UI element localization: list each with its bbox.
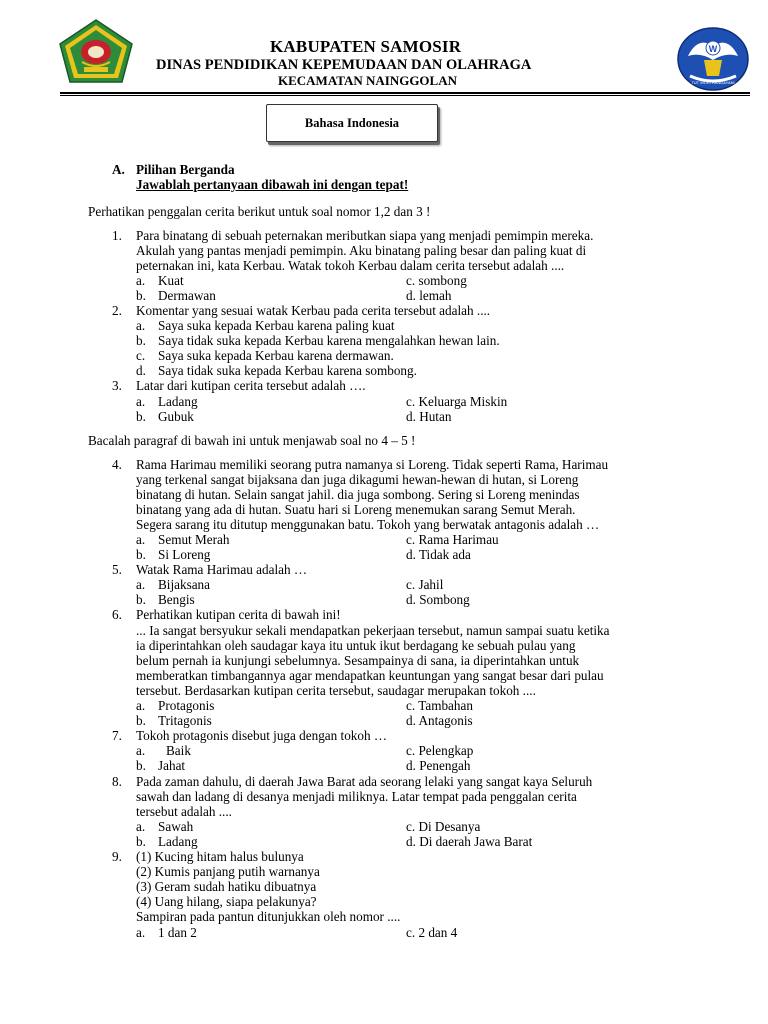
- q6-line: Perhatikan kutipan cerita di bawah ini!: [136, 607, 341, 622]
- intro-2: Bacalah paragraf di bawah ini untuk menjawab soal no 4 – 5 !: [88, 433, 416, 448]
- q1-number: 1.: [112, 228, 122, 243]
- subject-box: [266, 104, 438, 142]
- q1-line: Akulah yang pantas menjadi pemimpin. Aku binatang paling besar dan paling kuat di: [136, 243, 587, 258]
- q3-option-b: Gubuk: [158, 409, 194, 424]
- q1-option-d: d. lemah: [406, 288, 452, 303]
- tut-wuri-handayani-logo: [676, 26, 750, 92]
- q8-option-a: Sawah: [158, 819, 194, 834]
- q2-option-b: Saya tidak suka kepada Kerbau karena mengalahkan hewan lain.: [158, 333, 500, 348]
- q6-line: memberatkan timbangannya agar mendapatkan keuntungan yang sangat besar dari pulau: [136, 668, 604, 683]
- logo-caption: TUT WURI HANDAYANI: [691, 80, 735, 85]
- q6-number: 6.: [112, 607, 122, 622]
- q4-option-b: Si Loreng: [158, 547, 211, 562]
- q9-number: 9.: [112, 849, 122, 864]
- q7-option-b-letter: b.: [136, 758, 146, 773]
- q9-option-c: c. 2 dan 4: [406, 925, 458, 940]
- q1-option-c: c. sombong: [406, 273, 467, 288]
- header-line3: KECAMATAN NAINGGOLAN: [278, 73, 457, 88]
- q3-line: Latar dari kutipan cerita tersebut adalah ….: [136, 378, 366, 393]
- q4-option-a: Semut Merah: [158, 532, 230, 547]
- q9-line: (2) Kumis panjang putih warnanya: [136, 864, 320, 879]
- q6-option-b-letter: b.: [136, 713, 146, 728]
- q2-option-a-letter: a.: [136, 318, 146, 333]
- q5-line: Watak Rama Harimau adalah …: [136, 562, 308, 577]
- q5-option-b-letter: b.: [136, 592, 146, 607]
- q5-option-a-letter: a.: [136, 577, 146, 592]
- q4-line: binatang di hutan. Selain sangat jahil. dia juga sombong. Sering si Loreng menindas: [136, 487, 580, 502]
- q8-line: Pada zaman dahulu, di daerah Jawa Barat ada seorang lelaki yang sangat kaya Seluruh: [136, 774, 593, 789]
- q6-option-b: Tritagonis: [158, 713, 212, 728]
- q3-option-d: d. Hutan: [406, 409, 452, 424]
- q3-option-c: c. Keluarga Miskin: [406, 394, 508, 409]
- q3-option-b-letter: b.: [136, 409, 146, 424]
- q5-number: 5.: [112, 562, 122, 577]
- q2-option-c-letter: c.: [136, 348, 146, 363]
- q8-line: tersebut adalah ....: [136, 804, 232, 819]
- q1-option-a: Kuat: [158, 273, 184, 288]
- logo-mark: W: [708, 44, 718, 54]
- q2-line: Komentar yang sesuai watak Kerbau pada cerita tersebut adalah ....: [136, 303, 491, 318]
- q2-option-d-letter: d.: [136, 363, 146, 378]
- q8-option-d: d. Di daerah Jawa Barat: [406, 834, 533, 849]
- q9-option-a: 1 dan 2: [158, 925, 197, 940]
- q8-line: sawah dan ladang di desanya menjadi miliknya. Latar tempat pada penggalan cerita: [136, 789, 577, 804]
- q7-number: 7.: [112, 728, 122, 743]
- q4-option-c: c. Rama Harimau: [406, 532, 499, 547]
- q2-number: 2.: [112, 303, 122, 318]
- header-line2: DINAS PENDIDIKAN KEPEMUDAAN DAN OLAHRAGA: [156, 57, 532, 73]
- q3-option-a-letter: a.: [136, 394, 146, 409]
- header-line1: KABUPATEN SAMOSIR: [270, 37, 462, 56]
- q1-line: peternakan ini, kata Kerbau. Watak tokoh Kerbau dalam cerita tersebut adalah ....: [136, 258, 565, 273]
- q7-option-a: Baik: [166, 743, 191, 758]
- q9-line: (4) Uang hilang, siapa pelakunya?: [136, 894, 317, 909]
- q6-option-c: c. Tambahan: [406, 698, 473, 713]
- q4-option-d: d. Tidak ada: [406, 547, 471, 562]
- q9-line: (1) Kucing hitam halus bulunya: [136, 849, 304, 864]
- section-instruction: Jawablah pertanyaan dibawah ini dengan tepat!: [136, 177, 409, 192]
- q7-line: Tokoh protagonis disebut juga dengan tokoh …: [136, 728, 388, 743]
- q2-option-d: Saya tidak suka kepada Kerbau karena sombong.: [158, 363, 417, 378]
- q6-option-a: Protagonis: [158, 698, 215, 713]
- q3-option-a: Ladang: [158, 394, 198, 409]
- q4-option-b-letter: b.: [136, 547, 146, 562]
- subject-label: Bahasa Indonesia: [304, 116, 400, 130]
- q9-line: Sampiran pada pantun ditunjukkan oleh nomor ....: [136, 909, 401, 924]
- q9-option-a-letter: a.: [136, 925, 146, 940]
- q7-option-d: d. Penengah: [406, 758, 471, 773]
- q5-option-c: c. Jahil: [406, 577, 444, 592]
- q9-line: (3) Geram sudah hatiku dibuatnya: [136, 879, 317, 894]
- q8-option-a-letter: a.: [136, 819, 146, 834]
- q6-line: ia diperintahkan oleh saudagar kaya itu untuk ikut berdagang ke sebuah pulau yang: [136, 638, 576, 653]
- q6-option-a-letter: a.: [136, 698, 146, 713]
- q8-option-b: Ladang: [158, 834, 198, 849]
- q7-option-b: Jahat: [158, 758, 186, 773]
- q4-line: binatang yang ada di hutan. Suatu hari si Loreng menemukan sarang Semut Merah.: [136, 502, 576, 517]
- q8-option-b-letter: b.: [136, 834, 146, 849]
- intro-1: Perhatikan penggalan cerita berikut untuk soal nomor 1,2 dan 3 !: [88, 204, 431, 219]
- q6-line: ... Ia sangat bersyukur sekali mendapatkan pekerjaan tersebut, namun sampai suatu ketika: [136, 623, 610, 638]
- q1-option-a-letter: a.: [136, 273, 146, 288]
- q6-line: belum pernah ia kunjungi sebelumnya. Sesampainya di sana, ia diperintahkan untuk: [136, 653, 580, 668]
- q1-line: Para binatang di sebuah peternakan meributkan siapa yang menjadi pemimpin mereka.: [136, 228, 594, 243]
- q1-option-b-letter: b.: [136, 288, 146, 303]
- q5-option-b: Bengis: [158, 592, 195, 607]
- samosir-crest-logo: [58, 18, 134, 84]
- q1-option-b: Dermawan: [158, 288, 216, 303]
- q3-number: 3.: [112, 378, 122, 393]
- q4-line: yang terkenal sangat bijaksana dan juga dikagumi hewan-hewan di hutan, si Loreng: [136, 472, 579, 487]
- q4-number: 4.: [112, 457, 122, 472]
- q5-option-d: d. Sombong: [406, 592, 470, 607]
- q2-option-b-letter: b.: [136, 333, 146, 348]
- q6-line: tersebut. Berdasarkan kutipan cerita tersebut, saudagar merupakan tokoh ....: [136, 683, 536, 698]
- q5-option-a: Bijaksana: [158, 577, 211, 592]
- q8-option-c: c. Di Desanya: [406, 819, 481, 834]
- q8-number: 8.: [112, 774, 122, 789]
- q2-option-a: Saya suka kepada Kerbau karena paling kuat: [158, 318, 395, 333]
- q4-line: Rama Harimau memiliki seorang putra namanya si Loreng. Tidak seperti Rama, Harimau: [136, 457, 609, 472]
- section-letter: A.: [112, 162, 125, 177]
- q7-option-c: c. Pelengkap: [406, 743, 474, 758]
- q2-option-c: Saya suka kepada Kerbau karena dermawan.: [158, 348, 394, 363]
- header-rule-thick: [60, 92, 750, 94]
- q4-option-a-letter: a.: [136, 532, 146, 547]
- q7-option-a-letter: a.: [136, 743, 146, 758]
- q4-line: Segera sarang itu ditutup menggunakan batu. Tokoh yang berwatak antagonis adalah …: [136, 517, 600, 532]
- section-title: Pilihan Berganda: [136, 162, 235, 177]
- q6-option-d: d. Antagonis: [406, 713, 473, 728]
- header-rule-thin: [60, 95, 750, 96]
